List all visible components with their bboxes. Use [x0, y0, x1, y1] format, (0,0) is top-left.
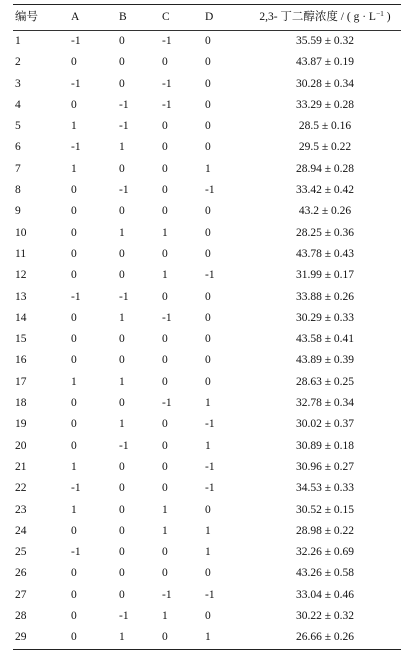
table-row: [13, 52, 401, 73]
cell-b: 0: [119, 269, 125, 282]
cell-b: -1: [119, 610, 129, 623]
cell-a: 0: [71, 567, 77, 580]
cell-id: 19: [15, 418, 27, 431]
cell-concentration: 30.22 ± 0.32: [295, 610, 355, 623]
cell-c: 0: [162, 439, 168, 452]
cell-b: 1: [119, 141, 125, 154]
table-row: [13, 159, 401, 180]
cell-concentration: 30.52 ± 0.15: [295, 503, 355, 516]
table-row: [13, 457, 401, 478]
cell-c: 1: [162, 610, 168, 623]
cell-id: 10: [15, 226, 27, 239]
cell-d: 0: [205, 567, 211, 580]
table-row: [13, 223, 401, 244]
header-b: B: [119, 11, 127, 23]
cell-c: 0: [162, 546, 168, 559]
cell-concentration: 30.29 ± 0.33: [295, 311, 355, 324]
cell-concentration: 28.5 ± 0.16: [298, 120, 352, 133]
cell-c: 1: [162, 269, 168, 282]
cell-d: 0: [205, 311, 211, 324]
cell-a: -1: [71, 290, 81, 303]
cell-id: 8: [15, 184, 21, 197]
header-concentration-close: ): [383, 11, 391, 23]
cell-concentration: 33.88 ± 0.26: [295, 290, 355, 303]
cell-d: 1: [205, 631, 211, 644]
cell-d: 1: [205, 397, 211, 410]
table-row: [13, 180, 401, 201]
table-header-row: [13, 5, 401, 30]
cell-id: 28: [15, 610, 27, 623]
cell-concentration: 29.5 ± 0.22: [298, 141, 352, 154]
cell-d: -1: [205, 588, 215, 601]
cell-id: 20: [15, 439, 27, 452]
cell-id: 29: [15, 631, 27, 644]
cell-id: 23: [15, 503, 27, 516]
cell-id: 5: [15, 120, 21, 133]
table-row: [13, 95, 401, 116]
cell-d: 0: [205, 98, 211, 111]
table-row: [13, 31, 401, 52]
cell-d: -1: [205, 418, 215, 431]
cell-id: 13: [15, 290, 27, 303]
table-row: [13, 74, 401, 95]
cell-id: 7: [15, 162, 21, 175]
cell-b: 0: [119, 588, 125, 601]
cell-c: 0: [162, 567, 168, 580]
cell-concentration: 43.87 ± 0.19: [295, 56, 355, 69]
header-concentration-text: 2,3- 丁二醇浓度 / ( g · L: [259, 11, 376, 23]
cell-c: 0: [162, 205, 168, 218]
cell-concentration: 30.02 ± 0.37: [295, 418, 355, 431]
cell-d: -1: [205, 460, 215, 473]
header-a: A: [71, 11, 80, 23]
cell-c: 0: [162, 460, 168, 473]
cell-d: 0: [205, 226, 211, 239]
cell-c: 0: [162, 375, 168, 388]
cell-concentration: 32.78 ± 0.34: [295, 397, 355, 410]
header-concentration-exponent: −1: [375, 9, 384, 18]
cell-id: 6: [15, 141, 21, 154]
cell-b: 0: [119, 354, 125, 367]
cell-a: 0: [71, 311, 77, 324]
header-c: C: [162, 11, 170, 23]
cell-id: 3: [15, 77, 21, 90]
cell-concentration: 43.26 ± 0.58: [295, 567, 355, 580]
cell-d: 0: [205, 290, 211, 303]
cell-concentration: 43.58 ± 0.41: [295, 333, 355, 346]
cell-id: 21: [15, 460, 27, 473]
table-row: [13, 478, 401, 499]
cell-id: 27: [15, 588, 27, 601]
cell-concentration: 33.04 ± 0.46: [295, 588, 355, 601]
cell-a: 0: [71, 205, 77, 218]
cell-concentration: 33.42 ± 0.42: [295, 184, 355, 197]
cell-concentration: 30.89 ± 0.18: [295, 439, 355, 452]
cell-id: 22: [15, 482, 27, 495]
header-id: 编号: [15, 11, 38, 23]
cell-c: 0: [162, 56, 168, 69]
cell-concentration: 33.29 ± 0.28: [295, 98, 355, 111]
cell-b: 0: [119, 482, 125, 495]
table-row: [13, 329, 401, 350]
cell-a: 0: [71, 397, 77, 410]
table-row: [13, 500, 401, 521]
cell-b: -1: [119, 439, 129, 452]
cell-concentration: 30.28 ± 0.34: [295, 77, 355, 90]
cell-a: 0: [71, 610, 77, 623]
cell-b: 1: [119, 226, 125, 239]
cell-concentration: 28.98 ± 0.22: [295, 524, 355, 537]
cell-c: 0: [162, 418, 168, 431]
cell-concentration: 34.53 ± 0.33: [295, 482, 355, 495]
cell-id: 26: [15, 567, 27, 580]
table-row: [13, 627, 401, 648]
cell-c: -1: [162, 35, 172, 47]
cell-a: 0: [71, 439, 77, 452]
cell-b: 0: [119, 35, 125, 47]
cell-b: 0: [119, 567, 125, 580]
cell-a: -1: [71, 546, 81, 559]
cell-a: 0: [71, 588, 77, 601]
cell-id: 18: [15, 397, 27, 410]
cell-a: 0: [71, 226, 77, 239]
cell-b: -1: [119, 98, 129, 111]
cell-concentration: 31.99 ± 0.17: [295, 269, 355, 282]
cell-concentration: 43.78 ± 0.43: [295, 247, 355, 260]
cell-concentration: 43.89 ± 0.39: [295, 354, 355, 367]
table-row: [13, 563, 401, 584]
table-row: [13, 606, 401, 627]
cell-id: 4: [15, 98, 21, 111]
cell-c: 0: [162, 631, 168, 644]
table-row: [13, 393, 401, 414]
cell-a: -1: [71, 141, 81, 154]
table-row: [13, 201, 401, 222]
cell-c: 0: [162, 354, 168, 367]
data-table: [13, 4, 401, 650]
cell-c: -1: [162, 98, 172, 111]
table-row: [13, 265, 401, 286]
cell-id: 14: [15, 311, 27, 324]
table-row: [13, 585, 401, 606]
cell-a: 0: [71, 98, 77, 111]
cell-concentration: 32.26 ± 0.69: [295, 546, 355, 559]
cell-b: 1: [119, 418, 125, 431]
cell-id: 11: [15, 247, 27, 260]
cell-id: 1: [15, 35, 21, 47]
cell-id: 17: [15, 375, 27, 388]
cell-b: 0: [119, 524, 125, 537]
cell-c: 0: [162, 141, 168, 154]
cell-d: -1: [205, 184, 215, 197]
cell-b: 1: [119, 311, 125, 324]
cell-d: 0: [205, 503, 211, 516]
cell-d: 1: [205, 162, 211, 175]
cell-concentration: 28.94 ± 0.28: [295, 162, 355, 175]
table-row: [13, 414, 401, 435]
cell-id: 2: [15, 56, 21, 69]
cell-a: 1: [71, 503, 77, 516]
cell-d: 0: [205, 141, 211, 154]
cell-a: 0: [71, 333, 77, 346]
cell-d: 0: [205, 35, 211, 47]
cell-d: 1: [205, 524, 211, 537]
cell-d: 0: [205, 56, 211, 69]
cell-c: 0: [162, 120, 168, 133]
cell-c: 1: [162, 524, 168, 537]
cell-a: 1: [71, 375, 77, 388]
cell-b: -1: [119, 290, 129, 303]
cell-concentration: 30.96 ± 0.27: [295, 460, 355, 473]
cell-b: 0: [119, 460, 125, 473]
cell-b: 1: [119, 631, 125, 644]
cell-a: 0: [71, 354, 77, 367]
cell-id: 12: [15, 269, 27, 282]
cell-c: 1: [162, 503, 168, 516]
cell-b: 0: [119, 546, 125, 559]
cell-a: 0: [71, 269, 77, 282]
cell-b: -1: [119, 184, 129, 197]
cell-d: 0: [205, 120, 211, 133]
cell-a: -1: [71, 35, 81, 47]
table-row: [13, 244, 401, 265]
cell-c: -1: [162, 588, 172, 601]
table-row: [13, 308, 401, 329]
cell-a: -1: [71, 482, 81, 495]
table-row: [13, 372, 401, 393]
table-row: [13, 287, 401, 308]
table-row: [13, 521, 401, 542]
cell-a: -1: [71, 77, 81, 90]
cell-a: 1: [71, 120, 77, 133]
table-row: [13, 436, 401, 457]
cell-id: 25: [15, 546, 27, 559]
cell-c: -1: [162, 397, 172, 410]
cell-a: 0: [71, 184, 77, 197]
cell-id: 24: [15, 524, 27, 537]
cell-c: 0: [162, 162, 168, 175]
cell-d: -1: [205, 269, 215, 282]
cell-d: 1: [205, 546, 211, 559]
cell-b: 0: [119, 205, 125, 218]
cell-d: 1: [205, 439, 211, 452]
cell-b: 0: [119, 77, 125, 90]
cell-d: 0: [205, 354, 211, 367]
cell-b: 0: [119, 397, 125, 410]
cell-a: 0: [71, 631, 77, 644]
cell-c: -1: [162, 311, 172, 324]
table-row: [13, 116, 401, 137]
cell-c: 0: [162, 482, 168, 495]
cell-d: 0: [205, 77, 211, 90]
cell-concentration: 26.66 ± 0.26: [295, 631, 355, 644]
table-body: [13, 31, 401, 649]
table-row: [13, 542, 401, 563]
cell-concentration: 28.63 ± 0.25: [295, 375, 355, 388]
table-bottom-rule: [13, 649, 401, 650]
cell-d: 0: [205, 205, 211, 218]
cell-c: 1: [162, 226, 168, 239]
cell-a: 0: [71, 418, 77, 431]
cell-d: -1: [205, 482, 215, 495]
cell-concentration: 43.2 ± 0.26: [298, 205, 352, 218]
cell-c: 0: [162, 184, 168, 197]
cell-b: 0: [119, 162, 125, 175]
cell-id: 15: [15, 333, 27, 346]
cell-d: 0: [205, 247, 211, 260]
header-concentration: [255, 5, 401, 30]
cell-id: 16: [15, 354, 27, 367]
cell-d: 0: [205, 610, 211, 623]
table-row: [13, 137, 401, 158]
cell-c: 0: [162, 333, 168, 346]
cell-b: 1: [119, 375, 125, 388]
cell-b: 0: [119, 503, 125, 516]
cell-b: 0: [119, 247, 125, 260]
cell-d: 0: [205, 333, 211, 346]
cell-d: 0: [205, 375, 211, 388]
table-row: [13, 350, 401, 371]
cell-b: 0: [119, 333, 125, 346]
cell-b: 0: [119, 56, 125, 69]
cell-id: 9: [15, 205, 21, 218]
cell-a: 0: [71, 56, 77, 69]
header-d: D: [205, 11, 214, 23]
cell-a: 1: [71, 162, 77, 175]
cell-a: 1: [71, 460, 77, 473]
cell-c: 0: [162, 290, 168, 303]
cell-concentration: 35.59 ± 0.32: [295, 35, 355, 47]
cell-b: -1: [119, 120, 129, 133]
cell-c: 0: [162, 247, 168, 260]
cell-a: 0: [71, 524, 77, 537]
cell-concentration: 28.25 ± 0.36: [295, 226, 355, 239]
cell-c: -1: [162, 77, 172, 90]
cell-a: 0: [71, 247, 77, 260]
